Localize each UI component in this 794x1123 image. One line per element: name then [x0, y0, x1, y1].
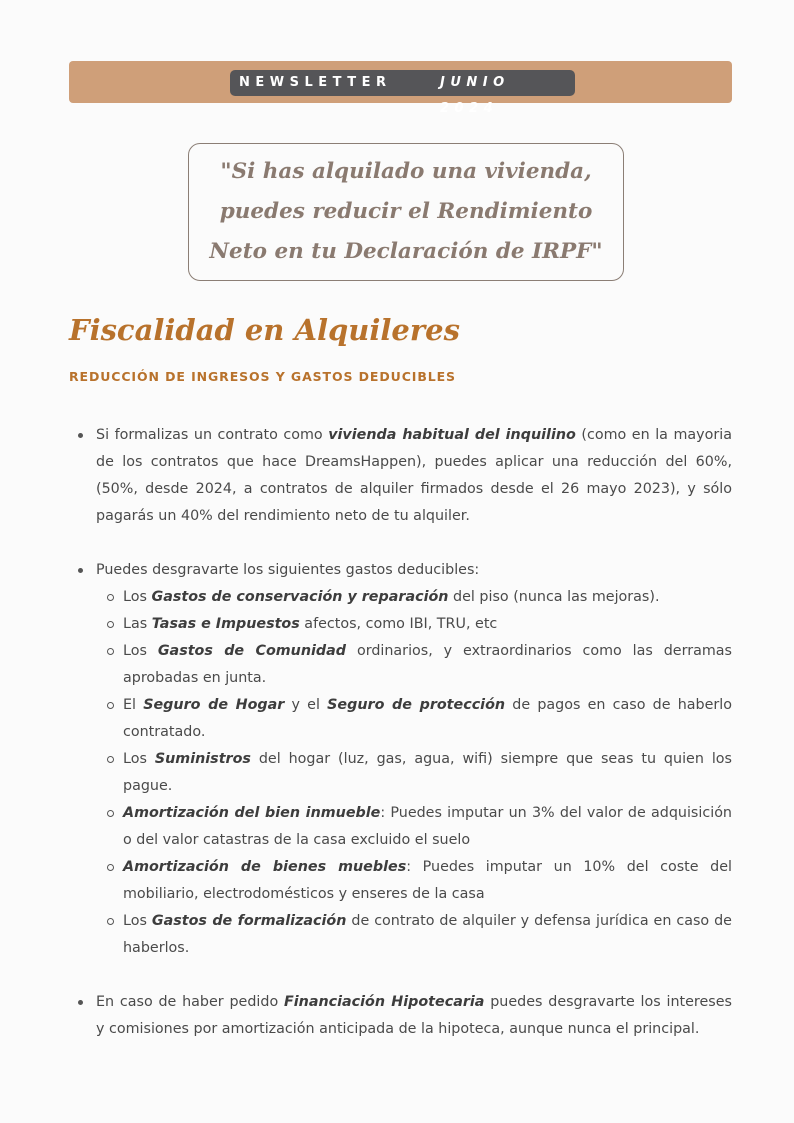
newsletter-label: NEWSLETTER [239, 75, 392, 90]
text: afectos, como IBI, TRU, etc [299, 616, 498, 632]
text: (como en la mayoria de los contratos que hace DreamsHappen), puedes aplicar una reducción del 60%, (50%, desde 2024, a contratos de alquiler firmados desde el 26 mayo 2023), y sólo pagarás un 40% del rendimiento neto de tu alquiler. [96, 427, 732, 524]
emphasis: Seguro de protección [327, 697, 506, 713]
page-title: Fiscalidad en Alquileres [69, 313, 460, 347]
newsletter-date: JUNIO 2024 [440, 75, 510, 116]
sub-list-item [123, 638, 732, 692]
text: El [123, 697, 144, 713]
text: puedes desgravarte los intereses y comisiones por amortización anticipada de la hipoteca, aunque nunca el principal. [96, 994, 732, 1037]
emphasis: Amortización del bien inmueble [123, 805, 381, 821]
text: : Puedes imputar un 3% del valor de adquisición o del valor catastras de la casa excluido el suelo [123, 805, 732, 848]
quote-box [188, 143, 624, 281]
text: del hogar (luz, gas, agua, wifi) siempre que seas tu quien los pague. [123, 751, 732, 794]
text: Si formalizas un contrato como [96, 427, 329, 443]
emphasis: Suministros [154, 751, 251, 767]
text: del piso (nunca las mejoras). [448, 589, 660, 605]
emphasis: Gastos de conservación y reparación [151, 589, 449, 605]
text: Los [123, 751, 155, 767]
list-item [78, 422, 732, 530]
text: y el [284, 697, 328, 713]
text: : Puedes imputar un 10% del coste del mobiliario, electrodomésticos y enseres de la casa [123, 859, 733, 902]
sub-list-item [123, 908, 732, 962]
emphasis: Gastos de Comunidad [157, 643, 347, 659]
sub-list-item [123, 584, 732, 611]
content [78, 422, 732, 1043]
text: Los [123, 589, 152, 605]
emphasis: vivienda habitual del inquilino [328, 427, 576, 443]
newsletter-header [230, 70, 575, 116]
emphasis: Financiación Hipotecaria [283, 994, 485, 1010]
bullet-list [78, 422, 732, 1043]
sub-list [96, 584, 732, 962]
emphasis: Gastos de formalización [151, 913, 347, 929]
sub-list-item [123, 854, 732, 908]
emphasis: Seguro de Hogar [143, 697, 285, 713]
emphasis: Amortización de bienes muebles [123, 859, 407, 875]
sub-list-item [123, 611, 732, 638]
text: ordinarios, y extraordinarios como las derramas aprobadas en junta. [123, 643, 732, 686]
list-item [78, 989, 732, 1043]
sub-list-item [123, 692, 732, 746]
text: de contrato de alquiler y defensa jurídica en caso de haberlos. [123, 913, 732, 956]
section-subtitle: REDUCCIÓN DE INGRESOS Y GASTOS DEDUCIBLES [69, 369, 456, 384]
list-item [78, 557, 732, 962]
text: Puedes desgravarte los siguientes gastos deducibles: [96, 562, 480, 578]
text: En caso de haber pedido [96, 994, 284, 1010]
text: de pagos en caso de haberlo contratado. [123, 697, 732, 740]
emphasis: Tasas e Impuestos [151, 616, 300, 632]
sub-list-item [123, 746, 732, 800]
text: Las [123, 616, 152, 632]
sub-list-item [123, 800, 732, 854]
quote-text: "Si has alquilado una vivienda, puedes reducir el Rendimiento Neto en tu Declaración de IRPF" [209, 159, 603, 264]
text: Los [123, 913, 152, 929]
text: Los [123, 643, 158, 659]
